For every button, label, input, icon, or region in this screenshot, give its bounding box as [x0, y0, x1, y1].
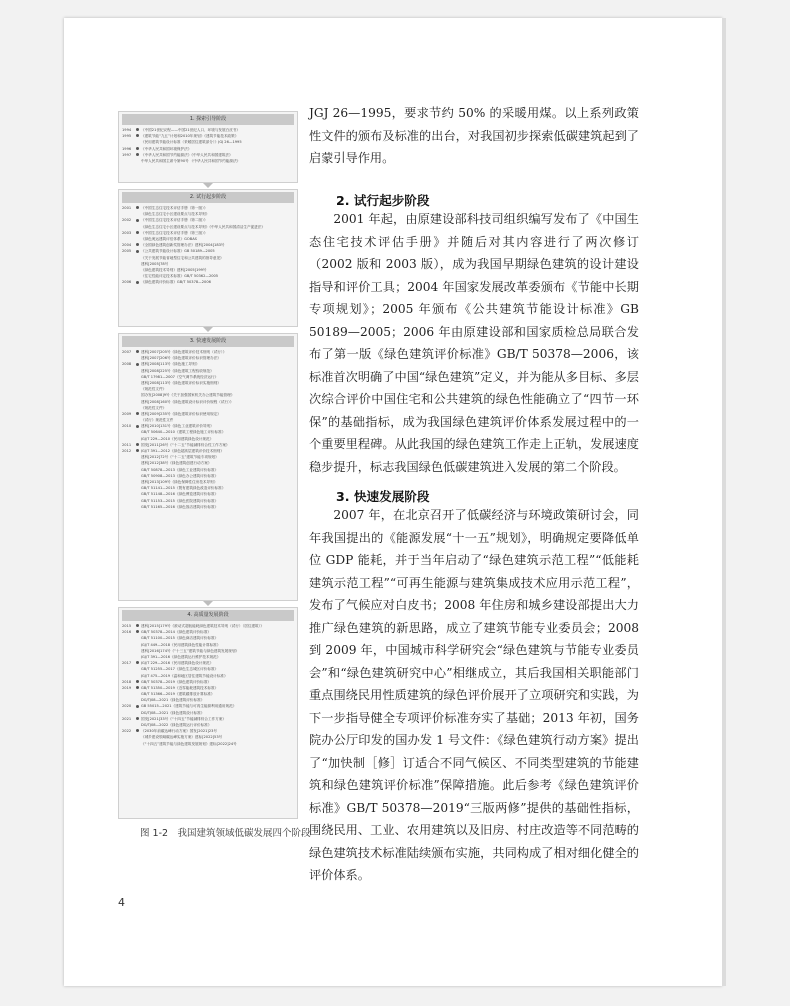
intro-paragraph: [309, 102, 639, 170]
timeline-year: 2012: [122, 449, 132, 453]
timeline-entry: GB/T 51153—2015《绿色医院建筑评价标准》: [141, 498, 219, 503]
timeline-entry: GB/T 50878—2013《绿色工业建筑评价标准》: [141, 467, 219, 472]
timeline-entry: GB/T 51366—2019《建筑碳排放计算标准》: [141, 692, 215, 697]
timeline-entry: GB/T 51148—2016《绿色博览建筑评价标准》: [141, 492, 219, 497]
timeline-entry: GB/T 51100—2015《绿色商店建筑评价标准》: [141, 636, 219, 641]
timeline-entry: 《住宅性能评定技术标准》GB/T 50362—2005: [141, 274, 219, 279]
figure-caption: 图 1-2 我国建筑领域低碳发展四个阶段: [140, 828, 311, 839]
timeline-entry: GB/T 50640—2010《建筑工程绿色施工评价标准》: [141, 430, 226, 435]
timeline-dot-icon: [136, 250, 139, 253]
timeline-entry: 建科[2008]160号《绿色建筑设计标识评价规程（试行）》: [141, 399, 234, 404]
timeline-entry: 《绿色建筑评价标准》GB/T 50378—2006: [141, 280, 211, 285]
timeline-year: 2018: [122, 679, 132, 684]
timeline-entry: GB/T 51165—2016《绿色饭店建筑评价标准》: [141, 504, 219, 509]
timeline-entry: JGJ/T 229—2010《民用建筑绿色设计规范》: [141, 436, 214, 441]
timeline-entry: 《绿色建筑技术导则》建科[2005]199号: [141, 267, 207, 272]
timeline-entry: 《2030年前碳达峰行动方案》国发[2021]23号: [141, 729, 217, 734]
intro-text: JGJ 26—1995，要求节约 50% 的采暖用煤。以上系列政策性文件的颁布及标准的出台，对我国初步探索低碳建筑起到了启蒙引导作用。: [309, 106, 639, 165]
timeline-entry: 《绿色生态住宅小区建设要点与技术导则》: [141, 212, 210, 217]
timeline-entry: 《绿色生态住宅小区建设要点与技术导则》《中华人民共和国清洁生产促进法》: [141, 224, 265, 229]
timeline-entry: 《公共建筑节能设计标准》GB 50189—2005: [141, 249, 215, 254]
timeline-dot-icon: [136, 243, 139, 246]
timeline-entry: GB/T 51350—2019《近零能耗建筑技术标准》: [141, 685, 219, 690]
timeline-entry: 国发[2011]26号《“十二五”节能减排综合性工作方案》: [141, 442, 230, 447]
timeline-dot-icon: [136, 350, 139, 353]
timeline-year: 2021: [122, 716, 132, 721]
timeline-dot-icon: [136, 686, 139, 689]
down-arrow-icon: [203, 601, 213, 606]
timeline-row: [119, 158, 297, 164]
timeline-entry: JGJ/T 391—2012《绿色超高层建筑评价技术细则》: [141, 449, 224, 453]
timeline-year: 2017: [122, 661, 132, 666]
timeline-year: 2002: [122, 218, 132, 223]
timeline-year: 2006: [122, 280, 132, 285]
timeline-entry: 国发[2021]33号《“十四五”节能减排综合工作方案》: [141, 716, 226, 721]
page-edge-shadow: [722, 18, 726, 986]
timeline-entry: 《中国生态住宅技术评估手册（第三版）》: [141, 230, 208, 235]
timeline-dot-icon: [136, 231, 139, 234]
timeline-entry: JGJ/T 475—2019《温和地区居住建筑节能设计标准》: [141, 673, 228, 678]
stage-title: 3. 快速发展阶段: [122, 336, 294, 347]
timeline-dot-icon: [136, 680, 139, 683]
timeline-entry: 《规范性文件》: [141, 405, 167, 410]
timeline-year: 2016: [122, 630, 132, 635]
timeline-year: 2019: [122, 685, 132, 690]
timeline-dot-icon: [136, 147, 139, 150]
timeline-dot-icon: [136, 219, 139, 222]
timeline-year: 1995: [122, 134, 132, 139]
timeline-entry: 建科[2007]205号《绿色建筑评价技术细则（试行）》: [141, 350, 227, 354]
timeline-entry: 建科[2012]38号《绿色建筑创建行动方案》: [141, 461, 212, 466]
stage-box: [118, 111, 298, 183]
timeline-year: 2007: [122, 350, 132, 354]
timeline-entry: 建科[2009]235号《绿色建筑评价标识使用规定》: [141, 411, 221, 416]
timeline-year: 2004: [122, 243, 132, 248]
timeline-year: 2015: [122, 624, 132, 628]
timeline-entry: 《中国21世纪议程——中国21世纪人口、环境与发展白皮书》: [141, 128, 240, 132]
timeline-entry: GB/T 50378—2014《绿色建筑评价标准》: [141, 630, 211, 635]
timeline-row: [119, 279, 297, 285]
timeline-entry: 中华人民共和国主席令第90号 《中华人民共和国节约能源法》: [141, 158, 241, 163]
timeline-row: [119, 504, 297, 510]
stage-title: 4. 高质量发展阶段: [122, 610, 294, 621]
timeline-dot-icon: [136, 705, 139, 708]
stage-box: [118, 333, 298, 601]
timeline-year: 2020: [122, 704, 132, 709]
timeline-entry: DG/TJ08—2022《绿色建筑运行评价标准》: [141, 723, 212, 727]
timeline-entry: JGJ/T 229—2016《民用建筑绿色设计规范》: [141, 661, 214, 666]
timeline-entry: 《城乡建设领域碳达峰实施方案》建标[2022]53号: [141, 735, 223, 740]
stage-box: [118, 607, 298, 819]
timeline-dot-icon: [136, 661, 139, 664]
timeline-dot-icon: [136, 425, 139, 428]
timeline-entry: 《“十四五”建筑节能与绿色建筑发展规划》建标[2022]24号: [141, 741, 237, 746]
timeline-entry: 建科[2012]72号《“十二五”建筑节能专项规划》: [141, 455, 219, 460]
timeline-year: 2008: [122, 362, 132, 367]
timeline-year: 2010: [122, 424, 132, 429]
timeline-dot-icon: [136, 363, 139, 366]
timeline-entry: 《民用建筑节能设计标准（采暖居住建筑部分）》JGJ 26—1995: [141, 140, 242, 145]
timeline-dot-icon: [136, 153, 139, 156]
down-arrow-icon: [203, 327, 213, 332]
timeline-dot-icon: [136, 281, 139, 284]
figure-timeline: [118, 111, 296, 817]
timeline-entry: 《中华人民共和国节约能源法》《中华人民共和国建筑法》: [141, 152, 233, 157]
timeline-entry: 《规范性文件》: [141, 387, 167, 392]
timeline-entry: 建科[2008]225号《绿色建筑工程验收规范》: [141, 368, 214, 373]
timeline-dot-icon: [136, 449, 139, 452]
timeline-year: 1996: [122, 146, 132, 151]
timeline-dot-icon: [136, 729, 139, 732]
timeline-entry: DG/TJ08—2021《绿色建筑设计标准》: [141, 710, 205, 715]
timeline-year: 2011: [122, 442, 132, 447]
page-number: 4: [118, 896, 125, 909]
timeline-entry: 《绿色奥运建筑评估体系》GOBAS: [141, 236, 197, 241]
timeline-entry: GB/T 51141—2015《既有建筑绿色改造评价标准》: [141, 486, 226, 491]
timeline-dot-icon: [136, 624, 139, 627]
timeline-entry: 国办发[2008]9号《关于加强国家机关办公建筑节能管理》: [141, 393, 235, 398]
timeline-entry: 建科[2005]78号: [141, 261, 169, 266]
timeline-entry: GB 55015—2021《建筑节能与可再生能源利用通用规范》: [141, 704, 237, 709]
timeline-entry: 建科[2015]179号《被动式超低能耗绿色建筑技术导则（试行）（居住建筑）》: [141, 624, 265, 628]
timeline-year: 2005: [122, 249, 132, 254]
section-2-heading: 2. 试行起步阶段: [336, 193, 430, 208]
section-3-heading: 3. 快速发展阶段: [336, 489, 430, 504]
timeline-dot-icon: [136, 134, 139, 137]
timeline-entry: GB/T 51255—2017《绿色生态城区评价标准》: [141, 667, 219, 672]
stage-title: 1. 探索引导阶段: [122, 114, 294, 125]
timeline-entry: GB/T 50378—2019《绿色建筑评价标准》: [141, 679, 211, 684]
timeline-entry: 《试行》规范性文件: [141, 418, 174, 423]
timeline-entry: JGJ/T 449—2018《民用建筑绿色性能计算标准》: [141, 642, 221, 647]
stage-title: 2. 试行起步阶段: [122, 192, 294, 203]
timeline-entry: 《中国生态住宅技术评估手册（第一版）》: [141, 206, 208, 210]
timeline-year: 2022: [122, 729, 132, 734]
timeline-dot-icon: [136, 717, 139, 720]
down-arrow-icon: [203, 183, 213, 188]
timeline-year: 1997: [122, 152, 132, 157]
section-2-body: [309, 208, 639, 478]
section-3-body: [309, 504, 639, 887]
timeline-year: 2001: [122, 206, 132, 210]
timeline-entry: 《建筑节能“九五”计划和2010年规划》《建筑节能技术政策》: [141, 134, 239, 139]
timeline-entry: 建科[2010]131号《绿色工业建筑评价导则》: [141, 424, 214, 429]
timeline-entry: JGJ/T 391—2016《绿色建筑运行维护技术规范》: [141, 654, 221, 659]
timeline-entry: 建科[2007]206号《绿色建筑评价标识管理办法》: [141, 356, 221, 361]
timeline-year: 2003: [122, 230, 132, 235]
timeline-entry: GB/T 50908—2013《绿色办公建筑评价标准》: [141, 473, 219, 478]
timeline-entry: 《中国生态住宅技术评估手册（第二版）》: [141, 218, 208, 223]
section-2-text: 2001 年起，由原建设部科技司组织编写发布了《中国生态住宅技术评估手册》并随后对其内容进行了两次修订（2002 版和 2003 版），成为我国早期绿色建筑的设计建设指导和评价工具；2004 年国家发展改革委颁布《节能中长期专项规划》；2005 年颁布《公共建筑节能设计标准》GB 50189—2005；2006 年由原建设部和国家质检总局联合发布了第一版《绿色建筑评价标准》GB/T 50378—2006，该标准首次明确了中国“绿色建筑”定义，并为能从多目标、多层次综合评价中国住宅和公共建筑的绿色性能确立了“四节一环保”的基础指标，成为我国绿色建筑评价体系发展过程中的一个重要里程碑。从此我国的绿色建筑工作走上正轨，发展速度稳步提升，标志我国绿色低碳建筑进入发展的第二个阶段。: [309, 212, 639, 474]
timeline-entry: 建科[2013]109号《绿色保障性住房技术导则》: [141, 479, 218, 484]
timeline-entry: 建科[2016]174号《“十三五”建筑节能与绿色建筑发展规划》: [141, 648, 240, 653]
stage-box: [118, 189, 298, 327]
timeline-entry: DG/TJ08—2021《绿色建筑评价标准》: [141, 698, 205, 703]
timeline-dot-icon: [136, 206, 139, 209]
timeline-entry: 《全国绿色建筑创新奖管理办法》建科[2004]183号: [141, 243, 225, 248]
timeline-dot-icon: [136, 412, 139, 415]
timeline-entry: 建科[2008]113号《绿色建筑评价标识实施细则》: [141, 380, 221, 385]
timeline-dot-icon: [136, 443, 139, 446]
timeline-year: 2009: [122, 411, 132, 416]
timeline-dot-icon: [136, 630, 139, 633]
timeline-entry: 《中华人民共和国环境保护法》: [141, 146, 192, 151]
timeline-dot-icon: [136, 128, 139, 131]
timeline-row: [119, 741, 297, 747]
timeline-entry: GB/T 17981—2007《空气调节系统经济运行》: [141, 374, 219, 379]
timeline-entry: 《关于发展节能省地型住宅和公共建筑的指导意见》: [141, 255, 224, 260]
section-3-text: 2007 年，在北京召开了低碳经济与环境政策研讨会，同年我国提出的《能源发展“十一五”规划》，明确规定要降低单位 GDP 能耗，并于当年启动了“绿色建筑示范工程”“低能耗建筑示范工程”“可再生能源与建筑集成技术应用示范工程”，发布了气候应对白皮书；2008 年住房和城乡建设部提出大力推广绿色建筑的新思路，成立了建筑节能专业委员会；2008 到 2009 年，中国城市科学研究会“绿色建筑与节能专业委员会”和“绿色建筑研究中心”相继成立，其后我国相关职能部门重点围绕民用性质建筑的绿色评价展开了立项研究和实践，为下一步指导健全专项评价标准夯实了基础；2013 年初，国务院办公厅印发的国办发 1 号文件：《绿色建筑行动方案》提出了“加快制［修］订适合不同气候区、不同类型建筑的节能建筑和绿色建筑评价标准”保障措施。此后参考《绿色建筑评价标准》GB/T 50378—2019“三版两修”提供的基础性指标，围绕民用、工业、农用建筑以及旧房、村庄改造等不同范畴的绿色建筑技术标准陆续颁布实施，共同构成了相对细化健全的评价体系。: [309, 508, 639, 882]
timeline-year: 1994: [122, 128, 132, 132]
timeline-entry: 建科[2008]113号《绿色施工导则》: [141, 362, 200, 367]
